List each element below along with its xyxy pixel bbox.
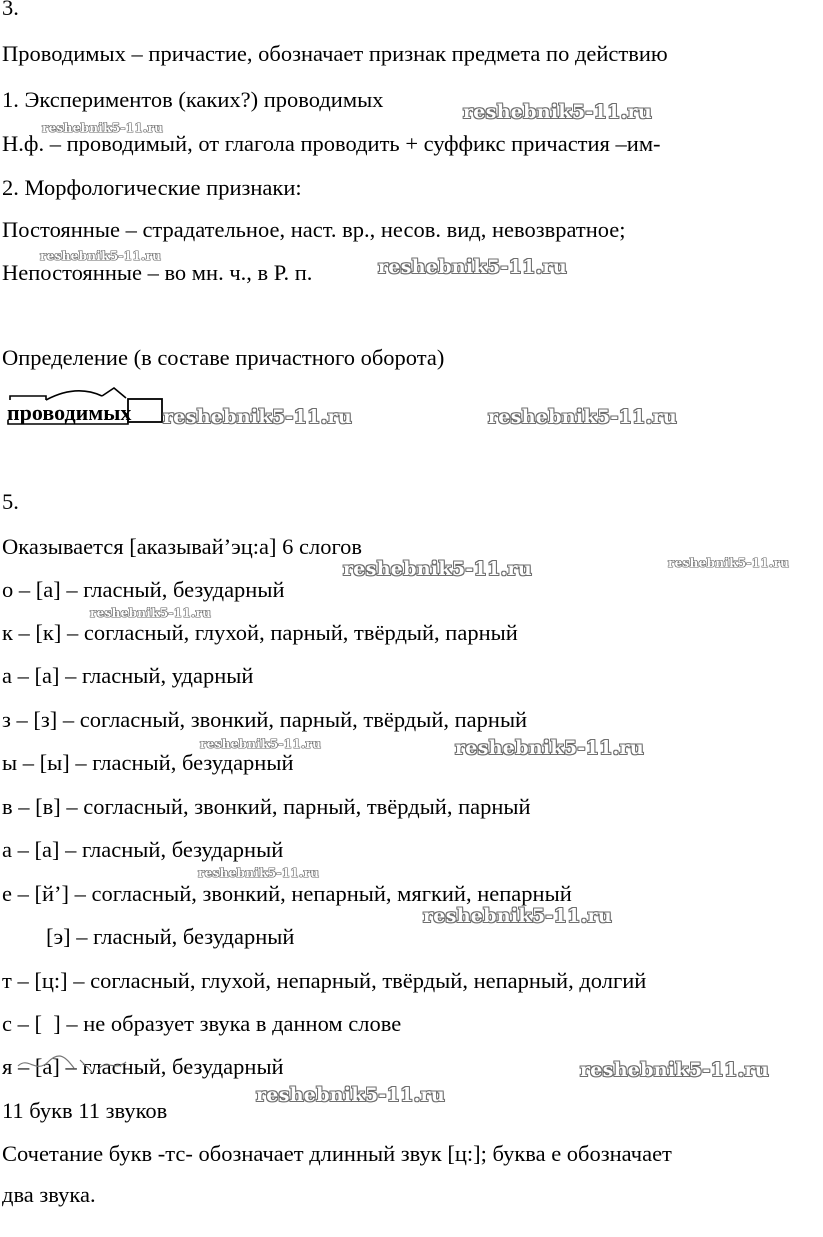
watermark: reshebnik5-11.ru [423,905,612,927]
letters-sounds-count: 11 букв 11 звуков [2,1098,168,1123]
watermark: reshebnik5-11.ru [580,1059,769,1081]
phonetic-line: ы – [ы] – гласный, безударный [2,750,294,775]
parsed-word: проводимых [7,400,132,425]
section-5-intro: Оказывается [аказывай’эц:а] 6 слогов [2,534,363,559]
morphemic-parse [4,384,164,434]
watermark: reshebnik5-11.ru [200,737,322,751]
section-5-number: 5. [2,489,19,514]
section-3-initial-form: Н.ф. – проводимый, от глагола проводить + суффикс причастия –им- [2,131,661,156]
phonetic-line: с – [ ] – не образует звука в данном слове [2,1011,402,1036]
phonetic-line: т – [ц:] – согласный, глухой, непарный, твёрдый, непарный, долгий [2,968,647,993]
phonetic-line: я – [а] – гласный, безударный [2,1054,284,1079]
section-3-item-1: 1. Экспериментов (каких?) проводимых [2,87,384,112]
watermark: reshebnik5-11.ru [463,101,652,123]
conclusion-line-1: Сочетание букв -тс- обозначает длинный звук [ц:]; буква е обозначает [2,1141,672,1166]
section-3-intro: Проводимых – причастие, обозначает признак предмета по действию [2,41,668,66]
pen-scribble-icon [14,1052,134,1078]
watermark: reshebnik5-11.ru [40,249,162,263]
phonetic-line: з – [з] – согласный, звонкий, парный, твёрдый, парный [2,707,528,732]
phonetic-line: о – [а] – гласный, безударный [2,577,285,602]
phonetic-line: в – [в] – согласный, звонкий, парный, твёрдый, парный [2,794,531,819]
watermark: reshebnik5-11.ru [90,606,212,620]
watermark: reshebnik5-11.ru [378,256,567,278]
phonetic-line: а – [а] – гласный, ударный [2,663,254,688]
phonetic-line: к – [к] – согласный, глухой, парный, твёрдый, парный [2,620,518,645]
conclusion-line-2: два звука. [2,1182,96,1207]
watermark: reshebnik5-11.ru [668,556,790,570]
phonetic-line: е – [й’] – согласный, звонкий, непарный, мягкий, непарный [2,881,572,906]
section-3-item-2: 2. Морфологические признаки: [2,175,302,200]
phonetic-line: а – [а] – гласный, безударный [2,837,284,862]
watermark: reshebnik5-11.ru [163,406,352,428]
watermark: reshebnik5-11.ru [42,121,164,135]
watermark: reshebnik5-11.ru [256,1084,445,1106]
phonetic-line: [э] – гласный, безударный [46,924,295,949]
watermark: reshebnik5-11.ru [488,406,677,428]
watermark: reshebnik5-11.ru [198,866,320,880]
watermark: reshebnik5-11.ru [455,737,644,759]
section-3-syntactic-role: Определение (в составе причастного оборота) [2,345,445,370]
watermark: reshebnik5-11.ru [343,558,532,580]
section-3-constant-features: Постоянные – страдательное, наст. вр., несов. вид, невозвратное; [2,217,626,242]
section-3-number: 3. [2,0,19,20]
section-3-variable-features: Непостоянные – во мн. ч., в Р. п. [2,260,313,285]
